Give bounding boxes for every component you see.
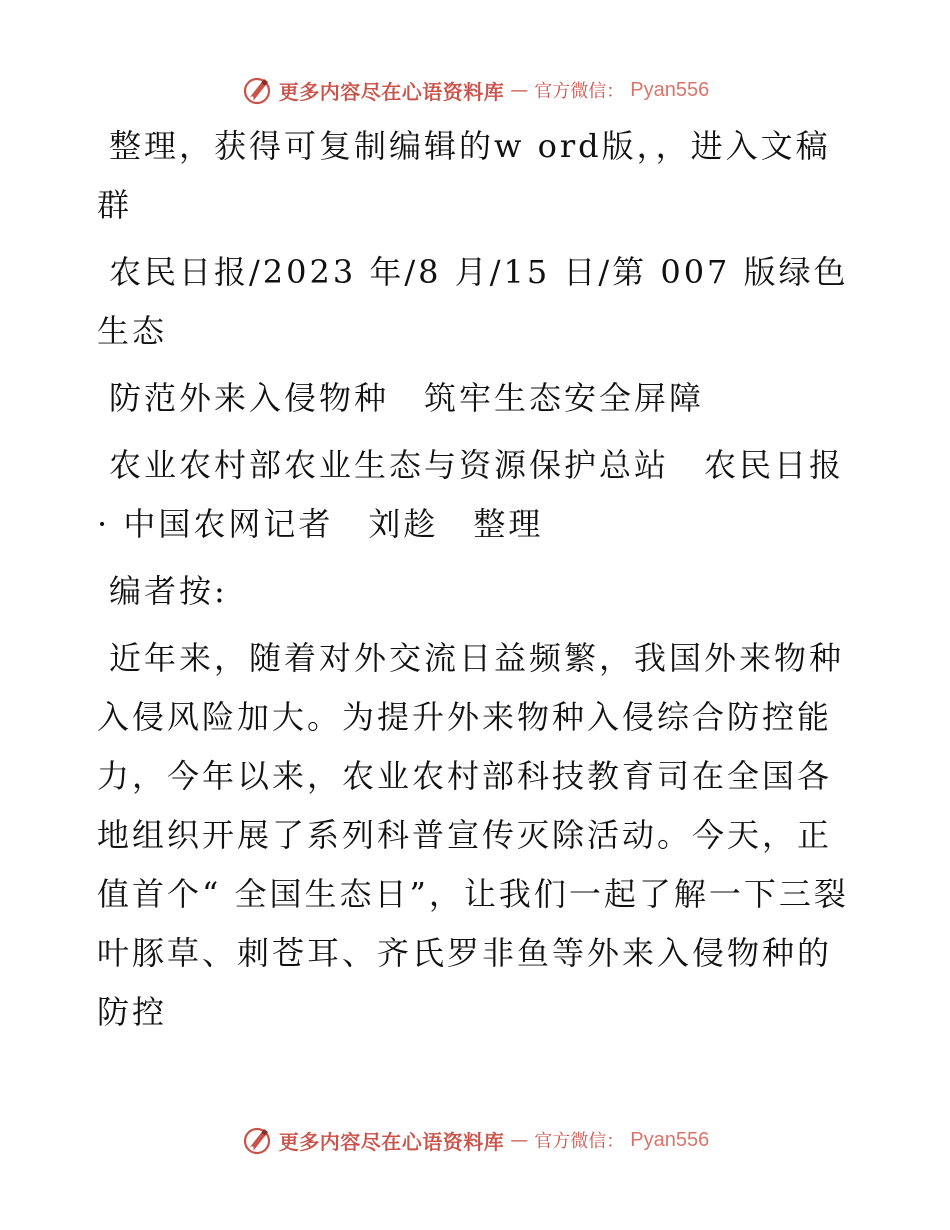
watermark-dash: — (510, 1129, 529, 1151)
watermark-account: Pyan556 (630, 1128, 710, 1151)
paragraph-editor-note: 近年来，随着对外交流日益频繁，我国外来物种入侵风险加大。为提升外来物种入侵综合防控能力，今年以来，农业农村部科技教育司在全国各地组织开展了系列科普宣传灭除活动。今天，正值首个“ 全国生态日”，让我们一起了解一下三裂叶豚草、刺苍耳、齐氏罗非鱼等外来入侵物种的防控 (97, 639, 849, 1031)
paragraph-editor-note-label: 编者按: (109, 572, 228, 610)
paragraph-byline: 农业农村部农业生态与资源保护总站 农民日报· 中国农网记者 刘趁 整理 (97, 446, 845, 543)
watermark-dash: — (510, 79, 529, 101)
watermark-text: 更多内容尽在心语资料库 (278, 1129, 505, 1154)
brush-pen-logo-icon (241, 1124, 273, 1156)
brush-pen-logo-icon (241, 74, 273, 106)
watermark-label: 官方微信： (534, 1131, 625, 1152)
paragraph-title: 防范外来入侵物种 筑牢生态安全屏障 (109, 379, 705, 417)
footer-watermark (0, 1120, 950, 1160)
paragraph-source: 农民日报/2023 年/8 月/15 日/第 007 版绿色生态 (97, 253, 849, 350)
watermark-text: 更多内容尽在心语资料库 (278, 79, 505, 104)
document-body (97, 117, 857, 1050)
watermark-label: 官方微信： (534, 81, 625, 102)
watermark-account: Pyan556 (630, 78, 710, 101)
paragraph-intro: 整理，获得可复制编辑的w ord版，，进入文稿群 (97, 127, 831, 224)
header-watermark (0, 70, 950, 110)
